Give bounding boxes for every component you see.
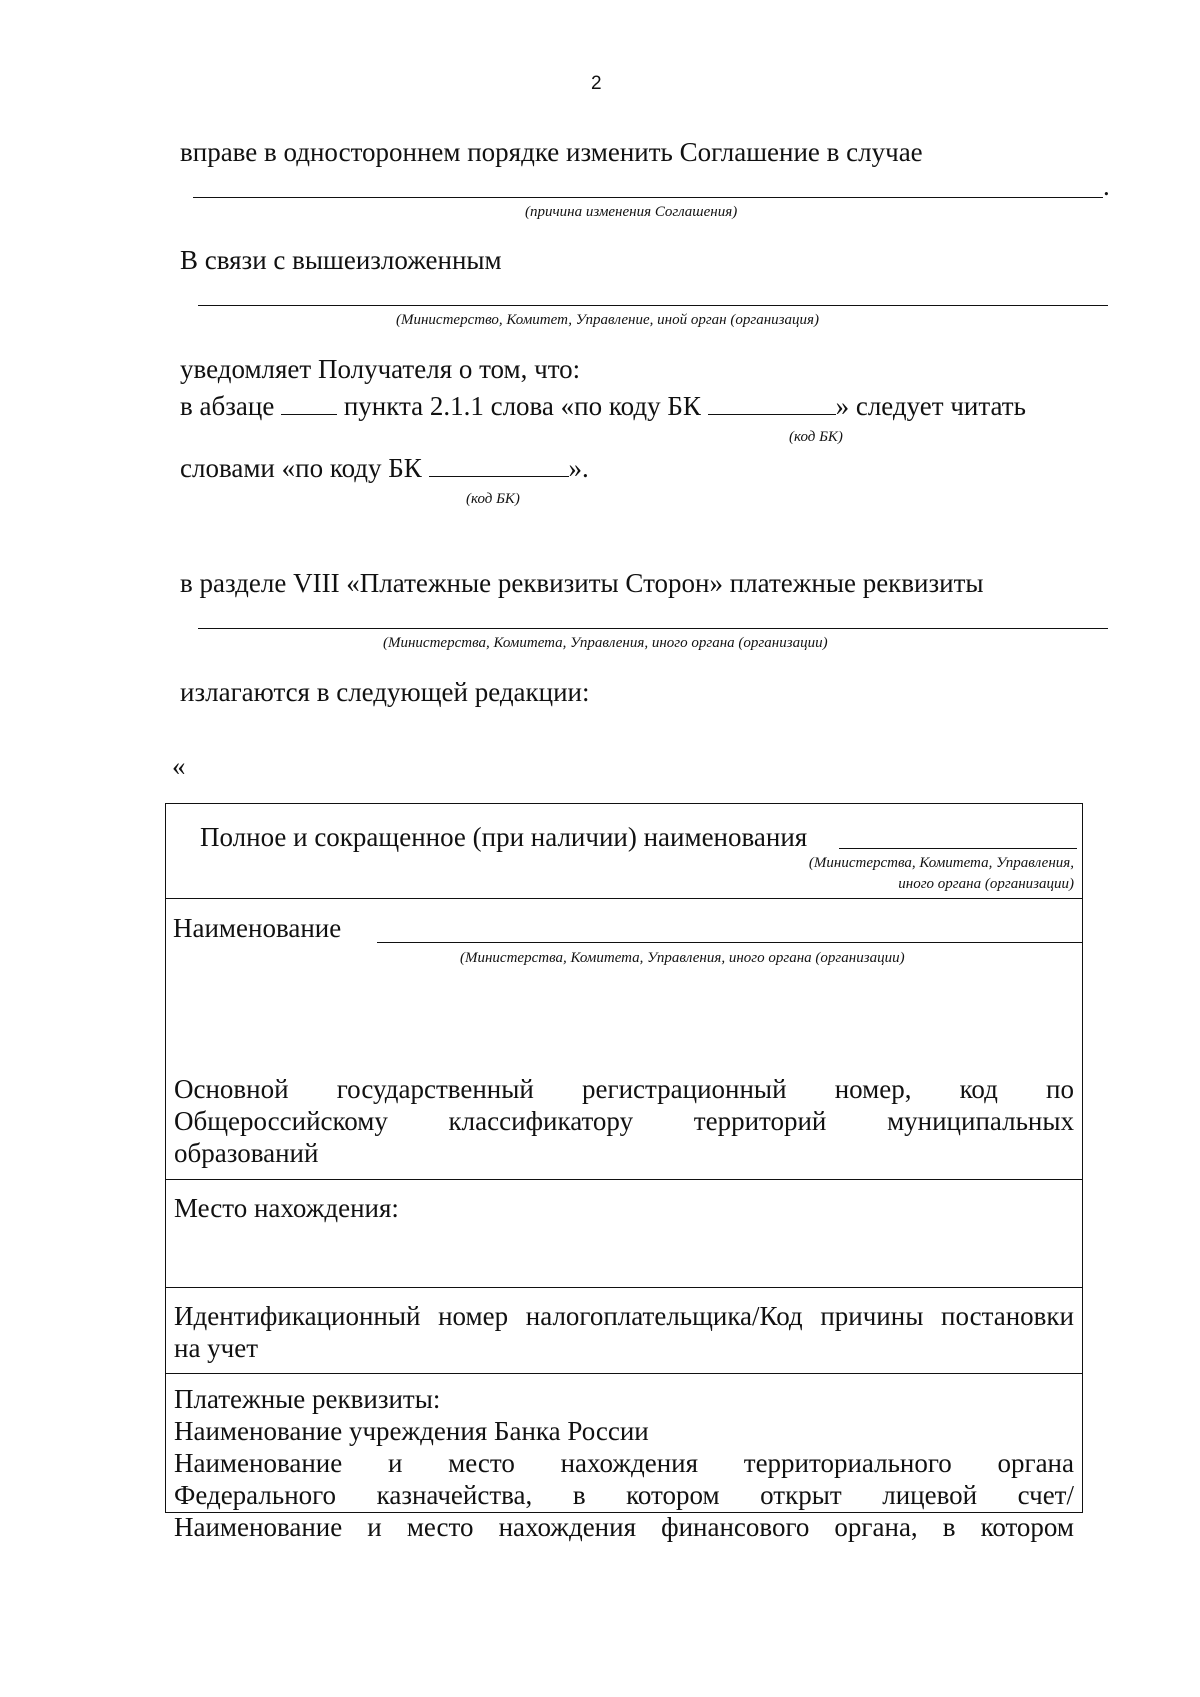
caption-reason: (причина изменения Соглашения) — [525, 204, 738, 220]
blank-kbk-old — [708, 392, 836, 415]
blank-organ — [198, 305, 1108, 306]
table-row-payment — [166, 1374, 1082, 1542]
ogrn-line-2: Общероссийскому классификатору территорий муниципальных — [174, 1106, 1074, 1136]
blank-organ-requisites — [198, 628, 1108, 629]
caption-kbk-old: (код БК) — [789, 429, 843, 445]
text-line-5 — [180, 452, 589, 484]
payment-line-4: Федерального казначейства, в котором открыт лицевой счет/ — [174, 1480, 1074, 1510]
full-name-label: Полное и сокращенное (при наличии) наименования — [200, 822, 808, 852]
blank-paragraph-number — [281, 392, 337, 415]
paragraph-label: в абзаце — [180, 391, 275, 421]
blank-full-name — [839, 848, 1077, 849]
clause-text: пункта 2.1.1 слова «по коду БК — [343, 391, 701, 421]
name-label: Наименование — [173, 913, 342, 943]
text-line-3: уведомляет Получателя о том, что: — [180, 354, 581, 384]
text-line-1: вправе в одностороннем порядке изменить Соглашение в случае — [180, 137, 923, 167]
payment-line-1: Платежные реквизиты: — [174, 1384, 441, 1414]
inn-line-2: на учет — [174, 1333, 259, 1363]
words-label: словами «по коду БК — [180, 453, 422, 483]
read-as-text: » следует читать — [835, 391, 1026, 421]
text-line-7: излагаются в следующей редакции: — [180, 677, 590, 707]
table-row-name-ogrn — [166, 899, 1082, 1180]
table-row-location — [166, 1180, 1082, 1288]
blank-reason — [193, 197, 1103, 198]
table-row-full-name — [166, 804, 1082, 899]
text-line-2: В связи с вышеизложенным — [180, 245, 502, 275]
payment-line-3: Наименование и место нахождения территориального органа — [174, 1448, 1074, 1478]
name-caption: (Министерства, Комитета, Управления, иного органа (организации) — [460, 950, 905, 966]
opening-quote: « — [172, 751, 186, 781]
caption-kbk-new: (код БК) — [466, 491, 520, 507]
table-row-inn-kpp — [166, 1288, 1082, 1374]
inn-line-1: Идентификационный номер налогоплательщика/Код причины постановки — [174, 1301, 1074, 1331]
text-line-6: в разделе VIII «Платежные реквизиты Сторон» платежные реквизиты — [180, 568, 984, 598]
payment-line-2: Наименование учреждения Банка России — [174, 1416, 649, 1446]
blank-kbk-new — [429, 454, 569, 477]
full-name-caption-1: (Министерства, Комитета, Управления, — [808, 855, 1074, 871]
requisites-table — [165, 803, 1083, 1542]
period-mark: . — [1103, 171, 1110, 201]
caption-organ: (Министерство, Комитет, Управление, иной орган (организация) — [396, 312, 819, 328]
blank-name — [377, 942, 1082, 943]
ogrn-line-3: образований — [174, 1138, 319, 1168]
closing-quote: ». — [568, 453, 589, 483]
ogrn-line-1: Основной государственный регистрационный номер, код по — [174, 1074, 1074, 1104]
full-name-caption-2: иного органа (организации) — [898, 876, 1074, 892]
location-label: Место нахождения: — [174, 1193, 399, 1223]
page-number: 2 — [591, 73, 602, 94]
caption-organ-requisites: (Министерства, Комитета, Управления, иного органа (организации) — [383, 635, 828, 651]
payment-line-5: Наименование и место нахождения финансового органа, в котором — [174, 1512, 1074, 1542]
text-line-4 — [180, 390, 1026, 422]
